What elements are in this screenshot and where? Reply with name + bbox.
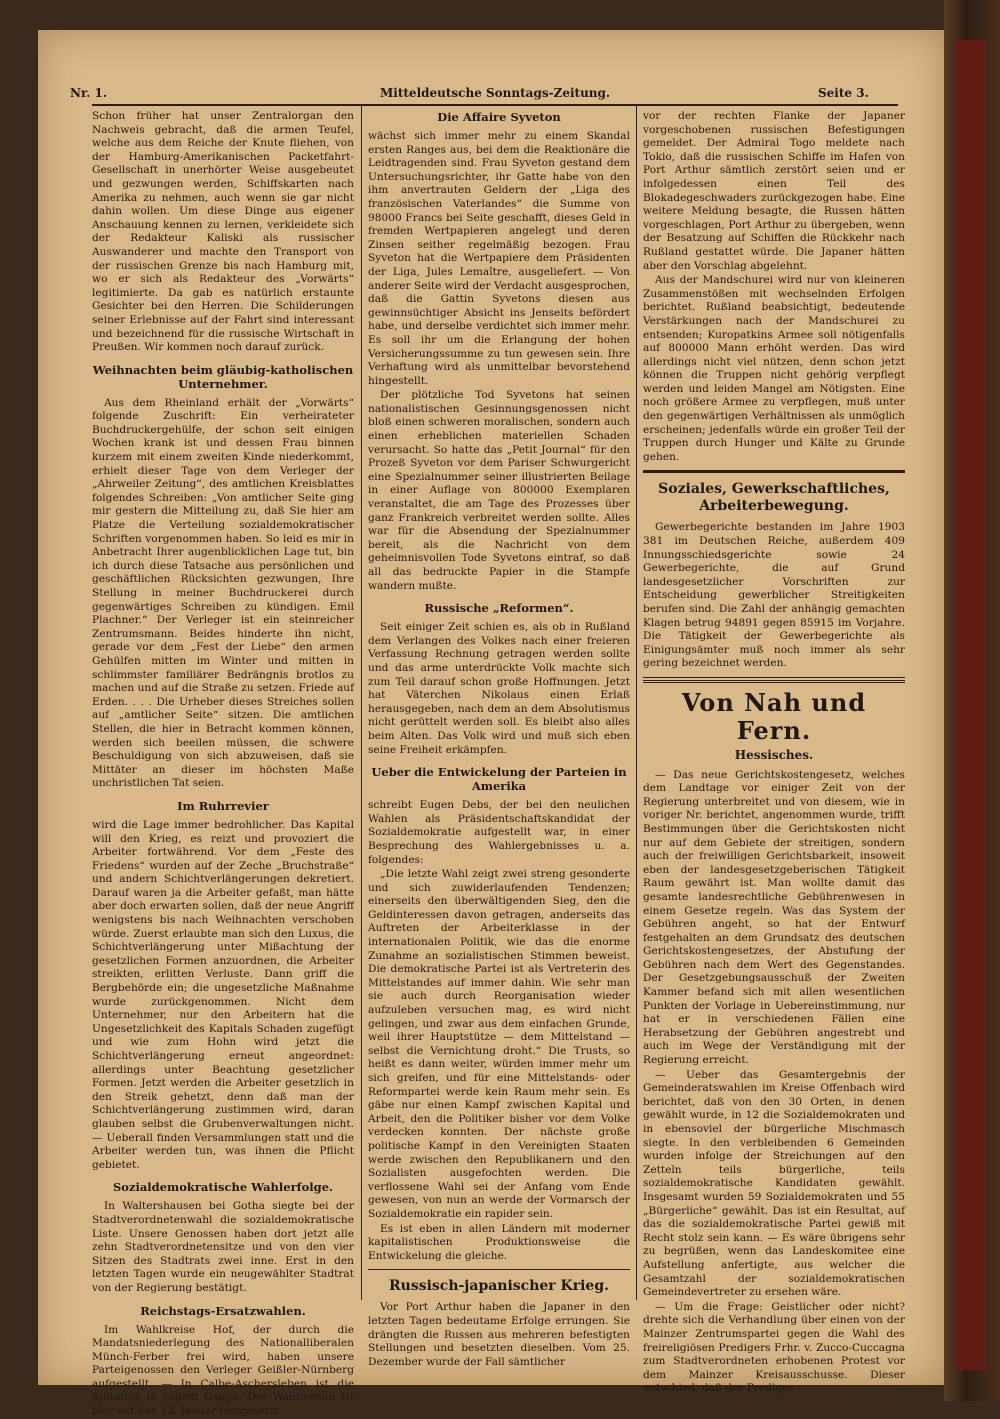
column-3	[643, 110, 905, 1395]
article-soziales: Gewerbegerichte bestanden im Jahre 1903 381 im Deutschen Reiche, außerdem 409 Innungsschiedsgerichte sowie 24 Gewerbegerichte, die auf Grund landesgesetzlicher Vorschriften zur Entscheidung gewerblicher Streitigkeiten berufen sind. Die Zahl der anhängig gemachten Klagen betrug 94891 gegen 85915 im Vorjahre. Die Tätigkeit der Gewerbegerichte als Einigungsämter muß noch immer als sehr gering bezeichnet werden.	[643, 521, 905, 670]
article-wahlerfolge: In Waltershausen bei Gotha siegte bei der Stadtverordnetenwahl die sozialdemokratische Liste. Unsere Genossen haben dort jetzt alle zehn Stadtverordnetensitze und von den vier Sitzen des Stadtrats zwei inne. Erst in den letzten Tagen wurde ein neugewählter Stadtrat von der Regierung bestätigt.	[92, 1200, 354, 1294]
heading-hessisches: Hessisches.	[734, 747, 814, 762]
issue-number: Nr. 1.	[70, 86, 108, 100]
heading-soziales: Soziales, Gewerkschaftliches, Arbeiterbewegung.	[658, 481, 890, 515]
article-parteien-3: Es ist eben in allen Ländern mit moderner kapitalistischen Produktionsweise die Entwickelung die gleiche.	[368, 1222, 630, 1262]
heading-ersatzwahlen: Reichstags-Ersatzwahlen.	[140, 1303, 306, 1318]
header-rule	[92, 104, 898, 106]
heading-parteien: Ueber die Entwickelung der Parteien in Amerika	[371, 765, 627, 794]
article-krieg-continued: vor der rechten Flanke der Japaner vorgeschobenen russischen Befestigungen gemeldet. Der Admiral Togo meldete nach Tokio, daß die russischen Schiffe im Hafen von Port Arthur sämtlich zerstört seien und er infolgedessen einen Teil des Blokadegeschwaders zurückgezogen habe. Eine weitere Meldung besagte, die Russen hätten vorgeschlagen, Port Arthur zu übergeben, wenn der Besatzung auf Schiffen die Rückkehr nach Rußland gestattet würde. Die Japaner hätten aber den Vorschlag abgelehnt.	[643, 110, 905, 272]
book-binding	[944, 0, 1000, 1401]
binding-stripe	[956, 40, 986, 1370]
heading-weihnachten: Weihnachten beim gläubig-katholischen Unternehmer.	[92, 362, 354, 391]
column-divider-1	[361, 106, 362, 1300]
article-syveton-1: wächst sich immer mehr zu einem Skandal ersten Ranges aus, bei dem die Reaktionäre die Leidtragenden sind. Frau Syveton gestand dem Untersuchungsrichter, ihr Gatte habe von den ihm anvertrauten Geldern der „Liga des französischen Vaterlandes“ die Summe von 98000 Francs bei Seite geschafft, dieses Geld in fremden Wertpapieren angelegt und deren Zinsen seither regelmäßig bezogen. Frau Syveton hat die Wertpapiere dem Präsidenten der Liga, Jules Lemaître, ausgeliefert. — Von anderer Seite wird der Verdacht ausgesprochen, daß die Gattin Syvetons diesen aus gewinnsüchtiger Absicht ins Jenseits befördert habe, und derselbe verdichtet sich immer mehr. Es soll ihr um die Erlangung der hohen Versicherungssumme zu tun gewesen sein. Ihre Verhaftung wird als unmittelbar bevorstehend hingestellt.	[368, 130, 630, 387]
column-2	[368, 110, 630, 1368]
newspaper-title: Mitteldeutsche Sonntags-Zeitung.	[380, 86, 611, 100]
heading-ruhrrevier: Im Ruhrrevier	[177, 798, 269, 813]
article-intro: Schon früher hat unser Zentralorgan den Nachweis gebracht, daß die armen Teufel, welche aus dem Reiche der Knute fliehen, von der Hamburg-Amerikanischen Packetfahrt-Gesellschaft in unerhörter Weise ausgebeutet und gezwungen werden, Schiffskarten nach Amerika zu nehmen, auch wenn sie gar nicht dahin wollen. Um diese Dinge aus eigener Anschauung kennen zu lernen, verkleidete sich der Redakteur Kaliski als russischer Auswanderer und machte den Transport von der russischen Grenze bis nach Hamburg mit, wo er sich als Redakteur des „Vorwärts“ legitimierte. Da gab es natürlich erstaunte Gesichter bei den Herren. Die Schilderungen seiner Erlebnisse auf der Fahrt sind interessant und bezeichnend für die russische Wirtschaft in Preußen. Wir kommen noch darauf zurück.	[92, 110, 354, 354]
article-syveton-2: Der plötzliche Tod Syvetons hat seinen nationalistischen Gesinnungsgenossen nicht bloß einen schweren moralischen, sondern auch einen erheblichen materiellen Schaden verursacht. So hatte das „Petit Journal“ für den Prozeß Syveton vor dem Pariser Schwurgericht eine Spezialnummer seiner illustrierten Beilage in einer Auflage von 800000 Exemplaren veranstaltet, die am Tage des Prozesses über ganz Frankreich verbreitet werden sollte. Alles war für die Absendung der Spezialnummer bereit, als die Nachricht von dem geheimnisvollen Tode Syvetons eintraf, so daß all das bedruckte Papier in die Stampfe wandern mußte.	[368, 389, 630, 592]
heading-syveton: Die Affaire Syveton	[437, 110, 561, 124]
article-parteien-2: „Die letzte Wahl zeigt zwei streng gesonderte und sich zuwiderlaufenden Tendenzen; einerseits den überwältigenden Sieg, den die Geldinteressen davon getragen, anderseits das Auftreten der Arbeiterklasse in der internationalen Politik, wie das die enorme Zunahme an sozialistischen Stimmen beweist. Die demokratische Partei ist als Vertreterin des Mittelstandes auf immer dahin. Wie sehr man sie auch durch Reorganisation wieder aufzuleben versuchen mag, es wird nicht gelingen, und zwar aus dem einfachen Grunde, weil ihrer Hauptstütze — dem Mittelstand — selbst die Vernichtung droht.“ Die Trusts, so heißt es dann weiter, würden immer mehr um sich greifen, und für eine Mittelstands- oder Reformpartei werde kein Raum mehr sein. Es gäbe nur einen Kampf zwischen Kapital und Arbeit, den die Politiker bisher vor dem Volke verdecken konnten. Der nächste große politische Kampf in den Vereinigten Staaten werde zwischen den Republikanern und den Sozialisten ausgefochten werden. Die verflossene Wahl sei der Anfang vom Ende gewesen, von nun an werde der Vormarsch der Sozialdemokratie ein rapider sein.	[368, 868, 630, 1220]
article-mandschurei: Aus der Mandschurei wird nur von kleineren Zusammenstößen mit wechselnden Erfolgen berichtet. Rußland beabsichtigt, bedeutende Verstärkungen nach der Mandschurei zu entsenden; Kuropatkins Armee soll nötigenfalls auf 800000 Mann erhöht werden. Das wird allerdings nicht viel nützen, denn schon jetzt können die Truppen nicht gehörig verpflegt werden und leiden Mangel am Nötigsten. Eine noch größere Armee zu verpflegen, muß unter den gegenwärtigen Verhältnissen als unmöglich erscheinen; jedenfalls würde ein großer Teil der Truppen durch Hunger und Kälte zu Grunde gehen.	[643, 274, 905, 463]
article-ersatzwahlen: Im Wahlkreise Hof, der durch die Mandatsniederlegung des Nationalliberalen Münch-Ferber frei wird, haben unsere Parteigenossen den Verleger Geißler-Nürnberg aufgestellt. — In Calbe-Aschersleben ist die Agitation in vollem Gange. Der Wahltermin ist hier auf den 13. Januar festgesetzt.	[92, 1323, 354, 1418]
heading-wahlerfolge: Sozialdemokratische Wahlerfolge.	[112, 1180, 334, 1195]
heading-reformen: Russische „Reformen“.	[424, 601, 574, 616]
article-reformen: Seit einiger Zeit schien es, als ob in Rußland dem Verlangen des Volkes nach einer freieren Verfassung Rechnung getragen werden sollte und das arme unterdrückte Volk machte sich zum Teil darauf schon große Hoffnungen. Jetzt hat Väterchen Nikolaus einen Erlaß herausgegeben, nach dem an dem Absolutismus nicht gerüttelt werden soll. Es bleibt also alles beim Alten. Das Volk wird und muß sich eben seine Freiheit erkämpfen.	[368, 621, 630, 756]
article-weihnachten: Aus dem Rheinland erhält der „Vorwärts“ folgende Zuschrift: Ein verheirateter Buchdruckergehülfe, der schon seit einigen Wochen krank ist und dessen Frau binnen kurzem mit einem zweiten Kinde niederkommt, erhielt dieser Tage von dem Verleger der „Ahrweiler Zeitung“, des amtlichen Kreisblattes folgendes Schreiben: „Von amtlicher Seite ging mir gestern die Mitteilung zu, daß Sie hier am Platze die Verteilung sozialdemokratischer Schriften vorgenommen haben. So leid es mir in Anbetracht Ihrer augenblicklichen Lage tut, bin ich durch diese Tatsache aus persönlichen und geschäftlichen Rücksichten gezwungen, Ihre Stellung in meiner Buchdruckerei durch gegenwärtiges Schreiben zu kündigen. Emil Plachner.“ Der Verleger ist ein steinreicher Zentrumsmann. Beides hinderte ihn nicht, gerade vor dem „Fest der Liebe“ den armen Gehülfen mitten im Winter und mitten in schlimmster familiärer Bedrängnis brotlos zu machen und auf die Straße zu setzen. Friede auf Erden. . . . Die Urheber dieses Streiches sollen auf „amtlicher Seite“ sitzen. Die amtlichen Stellen, die hier in Betracht kommen können, werden sich beeilen müssen, die schwere Beschuldigung von sich abzuweisen, daß sie Mittäter an dieser im höchsten Maße unchristlichen Tat seien.	[92, 396, 354, 790]
article-parteien-1: schreibt Eugen Debs, der bei den neulichen Wahlen als Präsidentschaftskandidat der Sozialdemokratie aufgestellt war, in einer Besprechung des Wahlergebnisses u. a. folgendes:	[368, 799, 630, 866]
page-number: Seite 3.	[818, 86, 869, 100]
heading-nah-und-fern: Von Nah und Fern.	[681, 687, 867, 745]
section-double-rule	[643, 677, 905, 683]
article-ruhrrevier: wird die Lage immer bedrohlicher. Das Kapital will den Krieg, es reizt und provoziert die Arbeiter fortwährend. Vor dem „Feste des Friedens“ wurden auf der Zeche „Bruchstraße“ und andern Schichtverlängerungen dekretiert. Darauf waren ja die Arbeiter gefaßt, man hätte aber doch erwarten sollen, daß der neue Angriff wenigstens bis nach Weihnachten verschoben würde. Zuerst erlaubte man sich den Luxus, die Schichtverlängerung unter Mißachtung der gesetzlichen Formen anzuordnen, die Arbeiter streikten, erlitten Verluste. Dann griff die Bergbehörde ein; die ungesetzliche Maßnahme wurde zurückgenommen. Nicht dem Unternehmer, nur den Arbeitern hat die Ungesetzlichkeit des Kapitals Schaden zugefügt und wie zum Hohn wird jetzt die Schichtverlängerung erneut angeordnet: allerdings unter Beachtung gesetzlicher Formen. Jetzt werden die Arbeiter gesetzlich in den Streik gehetzt, denn daß man der Schichtverlängerung zustimmen wird, daran glauben selbst die Grubenverwaltungen nicht. — Ueberall finden Versammlungen statt und die Arbeiter werden tun, was ihnen die Pflicht gebietet.	[92, 818, 354, 1171]
heading-krieg: Russisch-japanischer Krieg.	[389, 1278, 609, 1295]
column-1	[92, 110, 354, 1418]
page-header	[70, 86, 900, 106]
column-divider-2	[636, 106, 637, 1300]
article-hessisches-2: — Ueber das Gesamtergebnis der Gemeinderatswahlen im Kreise Offenbach wird berichtet, daß von den 30 Orten, in denen gewählt wurde, in 12 die Sozialdemokraten und in ebensoviel der bürgerliche Mischmasch siegte. In den verbleibenden 6 Gemeinden wurden infolge der Streichungen auf den Zetteln teils bürgerliche, teils sozialdemokratische Kandidaten gewählt. Insgesamt wurden 59 Sozialdemokraten und 55 „Bürgerliche“ gewählt. Das ist ein Resultat, auf das die sozialdemokratische Partei gewiß mit Recht stolz sein kann. — Es wäre übrigens sehr zu begrüßen, wenn das Landeskomitee eine Aufstellung anfertigte, aus welcher die Gesamtzahl der sozialdemokratischen Gemeindevertreter zu ersehen wäre.	[643, 1068, 905, 1299]
section-rule	[643, 470, 905, 473]
article-hessisches-1: — Das neue Gerichtskostengesetz, welches dem Landtage vor einiger Zeit von der Regierung unterbreitet und von diesem, wie in voriger Nr. berichtet, angenommen wurde, trifft Bestimmungen über die Gerichtskosten nicht nur auf dem Gebiete der streitigen, sondern auch der freiwilligen Gerichtsbarkeit, insoweit eben der landesgesetzgeberischen Tätigkeit Raum gewährt ist. Man wollte damit das gesamte landesrechtliche Gebührenwesen in einem Gesetze regeln. Was das System der Gebühren angeht, so hat der Entwurf festgehalten an dem Grundsatz des deutschen Gerichtskostengesetzes, der Abstufung der Gebühren nach dem Wert des Gegenstandes. Der Gesetzgebungsausschuß der Zweiten Kammer befand sich mit allen wesentlichen Punkten der Vorlage in Uebereinstimmung, nur hat er in verschiedenen Fällen eine Herabsetzung der Gebühren angestrebt und auch im Wege der Verständigung mit der Regierung erreicht.	[643, 768, 905, 1067]
article-krieg: Vor Port Arthur haben die Japaner in den letzten Tagen bedeutame Erfolge errungen. Sie drängten die Russen aus mehreren befestigten Stellungen und besetzten dieselben. Vom 25. Dezember wurde der Fall sämtlicher	[368, 1301, 630, 1368]
article-hessisches-3: — Um die Frage: Geistlicher oder nicht? drehte sich die Verhandlung über einen von der Mainzer Zentrumspartei gegen die Wahl des freireligiösen Predigers Frhr. v. Zucco-Cuccagna zum Stadtverordneten erhobenen Protest vor dem Mainzer Kreisausschusse. Dieser entschied, daß der Prediger	[643, 1300, 905, 1395]
section-rule	[368, 1269, 630, 1270]
